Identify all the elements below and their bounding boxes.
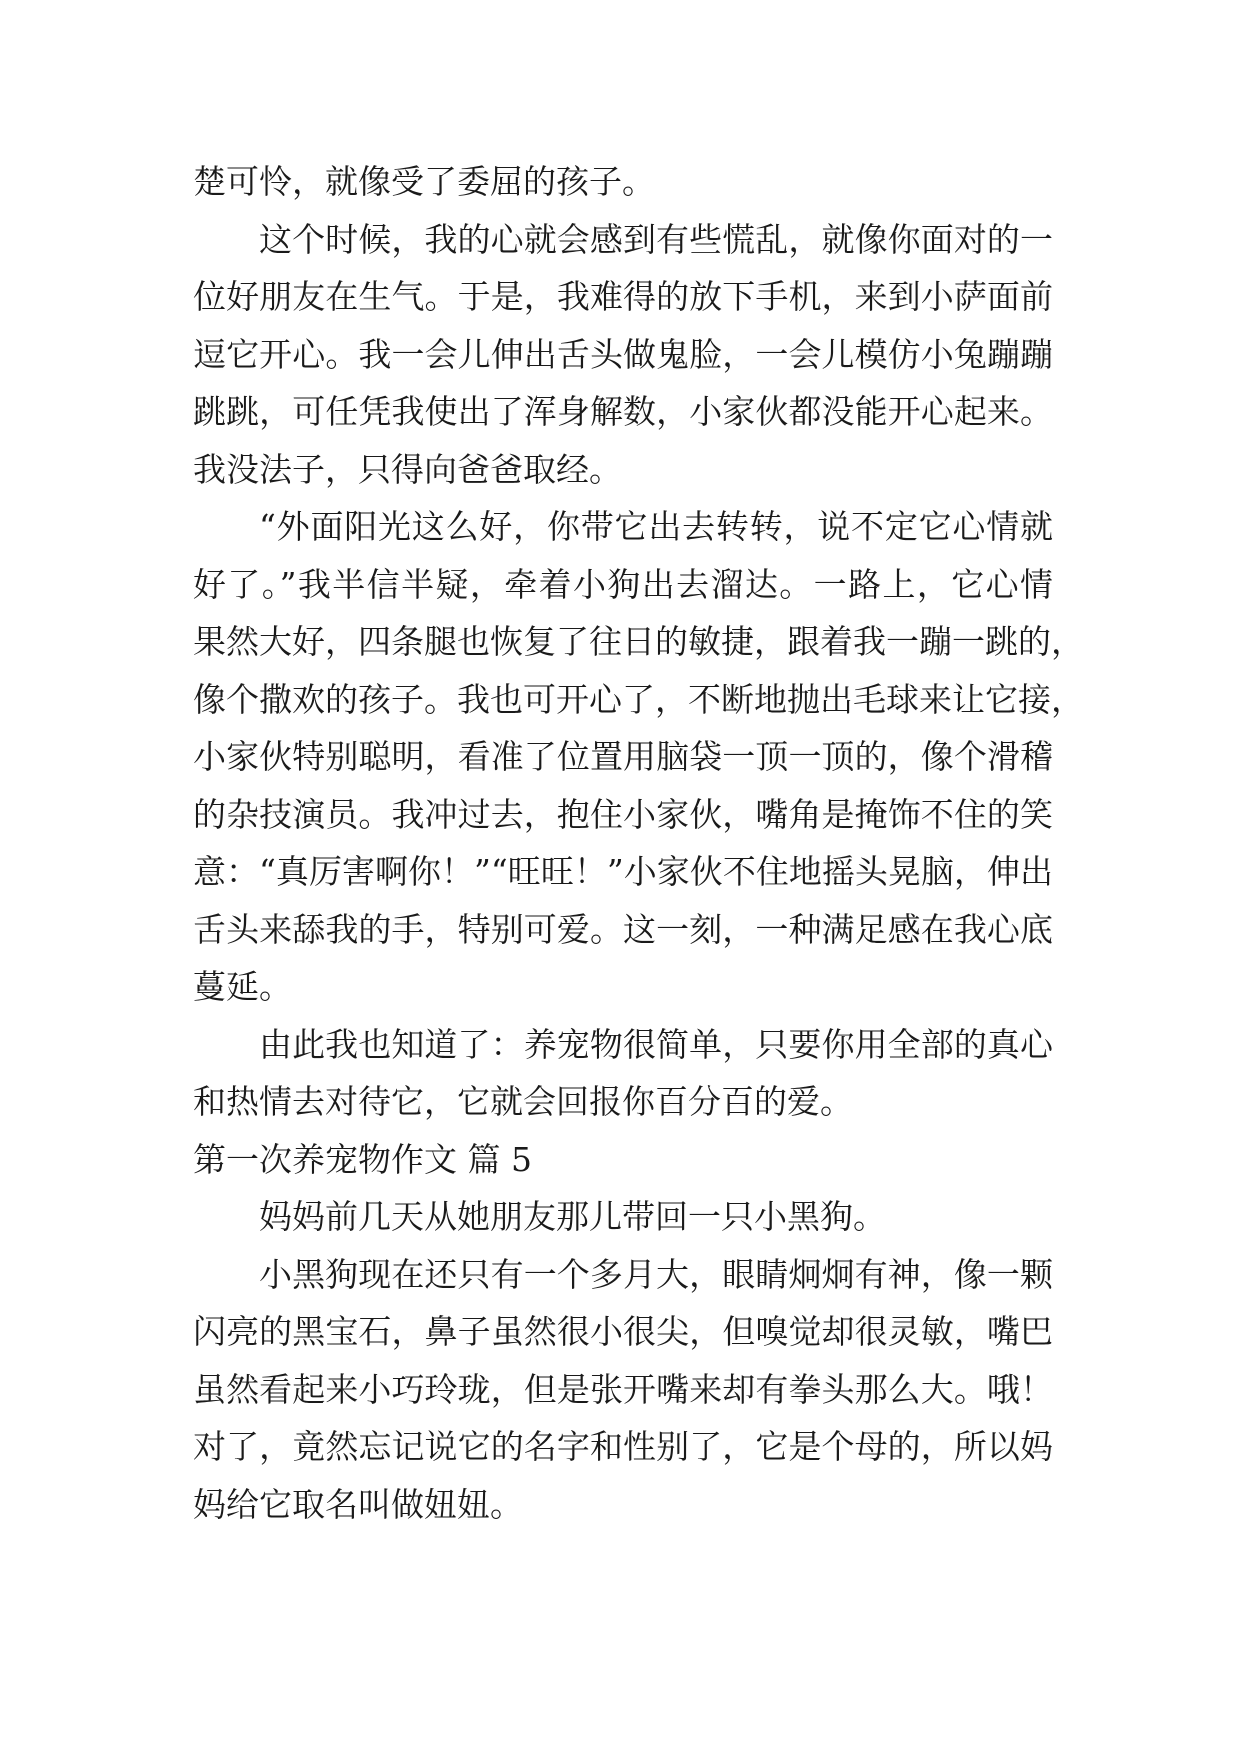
text-line	[193, 728, 1053, 786]
text-line-content: 和热情去对待它，它就会回报你百分百的爱。	[193, 1082, 853, 1121]
text-line-content: 像个撒欢的孩子。我也可开心了，不断地抛出毛球来让它接，	[193, 679, 1084, 719]
text-line-content: “外面阳光这么好，你带它出去转转，说不定它心情就	[259, 507, 1053, 546]
text-line-content: 的杂技演员。我冲过去，抱住小家伙，嘴角是掩饰不住的笑	[193, 794, 1053, 834]
text-line-content: 蔓延。	[193, 967, 292, 1006]
text-line	[193, 1188, 1053, 1246]
text-line-content: 我没法子，只得向爸爸取经。	[193, 449, 622, 489]
text-line	[193, 153, 1053, 211]
text-line-content: 虽然看起来小巧玲珑，但是张开嘴来却有拳头那么大。哦！	[193, 1369, 1053, 1409]
text-line-content: 闪亮的黑宝石，鼻子虽然很小很尖，但嗅觉却很灵敏，嘴巴	[193, 1312, 1053, 1351]
text-line-content: 好了。”我半信半疑，牵着小狗出去溜达。一路上，它心情	[193, 564, 1053, 604]
text-line	[193, 613, 1084, 671]
text-line	[193, 671, 1084, 729]
section-heading	[193, 1131, 1053, 1189]
text-line	[193, 1303, 1053, 1361]
text-line	[193, 1476, 1053, 1534]
text-line-content: 由此我也知道了：养宠物很简单，只要你用全部的真心	[259, 1024, 1053, 1064]
text-line-content: 妈妈前几天从她朋友那儿带回一只小黑狗。	[259, 1197, 886, 1236]
essay-body	[193, 153, 1084, 1533]
text-line-content: 楚可怜，就像受了委屈的孩子。	[193, 162, 655, 201]
text-line	[193, 326, 1053, 384]
text-line-content: 跳跳，可任凭我使出了浑身解数，小家伙都没能开心起来。	[193, 392, 1053, 431]
text-line	[193, 843, 1053, 901]
text-line-content: 小黑狗现在还只有一个多月大，眼睛炯炯有神，像一颗	[259, 1254, 1053, 1294]
text-line	[193, 268, 1053, 326]
text-line-content: 位好朋友在生气。于是，我难得的放下手机，来到小萨面前	[193, 277, 1053, 316]
text-line	[193, 786, 1053, 844]
text-line	[193, 901, 1053, 959]
text-line	[193, 1073, 1053, 1131]
text-line	[193, 1016, 1053, 1074]
text-line	[193, 1246, 1053, 1304]
text-line-content: 小家伙特别聪明，看准了位置用脑袋一顶一顶的，像个滑稽	[193, 737, 1053, 776]
text-line-content: 对了，竟然忘记说它的名字和性别了，它是个母的，所以妈	[193, 1427, 1053, 1466]
text-line	[193, 211, 1053, 269]
text-line	[193, 1418, 1053, 1476]
text-line	[193, 498, 1053, 556]
text-line	[193, 383, 1053, 441]
text-line-content: 果然大好，四条腿也恢复了往日的敏捷，跟着我一蹦一跳的，	[193, 622, 1084, 661]
text-line-content: 第一次养宠物作文 篇 5	[193, 1139, 532, 1179]
text-line	[193, 441, 1053, 499]
text-line-content: 意：“真厉害啊你！”“旺旺！”小家伙不住地摇头晃脑，伸出	[193, 852, 1053, 891]
text-line-content: 舌头来舔我的手，特别可爱。这一刻，一种满足感在我心底	[193, 909, 1053, 949]
text-line	[193, 1361, 1053, 1419]
text-line-content: 这个时候，我的心就会感到有些慌乱，就像你面对的一	[259, 219, 1053, 259]
text-line-content: 妈给它取名叫做妞妞。	[193, 1484, 523, 1524]
text-line	[193, 958, 1053, 1016]
text-line	[193, 556, 1053, 614]
text-line-content: 逗它开心。我一会儿伸出舌头做鬼脸，一会儿模仿小兔蹦蹦	[193, 334, 1053, 374]
